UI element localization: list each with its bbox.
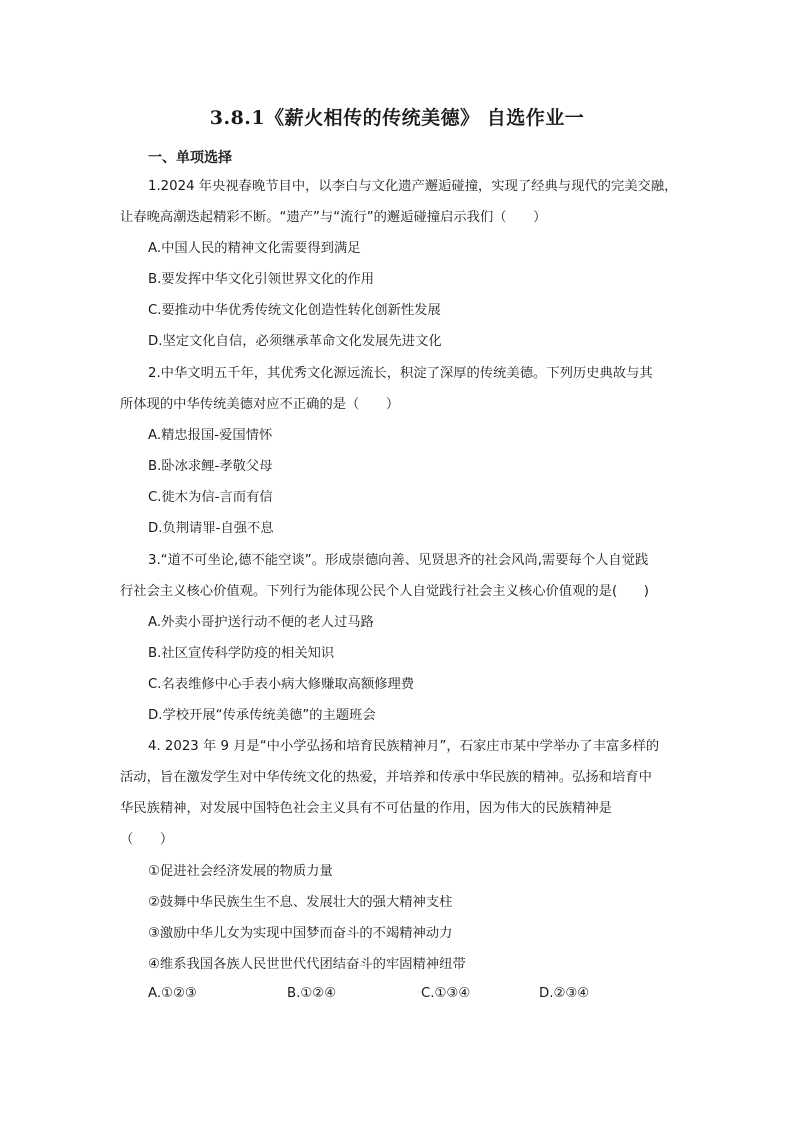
q4-choices bbox=[0, 986, 794, 1006]
q4-choice-a: A.①②③ bbox=[148, 986, 197, 1001]
q3-option-c: C.名表维修中心手表小病大修赚取高额修理费 bbox=[148, 677, 415, 692]
q3-option-d: D.学校开展“传承传统美德”的主题班会 bbox=[148, 708, 376, 723]
q4-statement-1: ①促进社会经济发展的物质力量 bbox=[148, 864, 333, 879]
q2-option-b: B.卧冰求鲤-孝敬父母 bbox=[148, 459, 273, 474]
q1-option-b: B.要发挥中华文化引领世界文化的作用 bbox=[148, 272, 375, 287]
q1-option-a: A.中国人民的精神文化需要得到满足 bbox=[148, 241, 361, 256]
q1-stem-line1: 1.2024 年央视春晚节目中，以李白与文化遗产邂逅碰撞，实现了经典与现代的完美交融， bbox=[148, 179, 678, 194]
q2-stem-line1: 2.中华文明五千年，其优秀文化源远流长，积淀了深厚的传统美德。下列历史典故与其 bbox=[148, 366, 653, 381]
q4-stem-line4: （ ） bbox=[120, 832, 174, 847]
q2-option-d: D.负荆请罪-自强不息 bbox=[148, 521, 274, 536]
q3-option-a: A.外卖小哥护送行动不便的老人过马路 bbox=[148, 615, 374, 630]
q4-stem-line3: 华民族精神，对发展中国特色社会主义具有不可估量的作用，因为伟大的民族精神是 bbox=[120, 801, 612, 816]
q4-choice-d: D.②③④ bbox=[539, 986, 590, 1001]
q3-stem-line1: 3.“道不可坐论,德不能空谈”。形成崇德向善、见贤思齐的社会风尚,需要每个人自觉践 bbox=[148, 553, 649, 568]
q4-stem-line2: 活动，旨在激发学生对中华传统文化的热爱，并培养和传承中华民族的精神。弘扬和培育中 bbox=[120, 770, 652, 785]
q4-choice-c: C.①③④ bbox=[421, 986, 471, 1001]
q3-stem-line2: 行社会主义核心价值观。下列行为能体现公民个人自觉践行社会主义核心价值观的是( ) bbox=[120, 584, 649, 599]
q3-option-b: B.社区宣传科学防疫的相关知识 bbox=[148, 646, 335, 661]
q2-option-c: C.徙木为信-言而有信 bbox=[148, 490, 273, 505]
q4-choice-b: B.①②④ bbox=[287, 986, 337, 1001]
q4-statement-4: ④维系我国各族人民世世代代团结奋斗的牢固精神纽带 bbox=[148, 957, 466, 972]
q4-statement-3: ③激励中华儿女为实现中国梦而奋斗的不竭精神动力 bbox=[148, 926, 453, 941]
page-title: 3.8.1《薪火相传的传统美德》 自选作业一 bbox=[209, 107, 585, 129]
q2-option-a: A.精忠报国-爱国情怀 bbox=[148, 428, 273, 443]
q1-stem-line2: 让春晚高潮迭起精彩不断。“遗产”与“流行”的邂逅碰撞启示我们（ ） bbox=[120, 210, 547, 225]
q4-statement-2: ②鼓舞中华民族生生不息、发展壮大的强大精神支柱 bbox=[148, 895, 453, 910]
q1-option-d: D.坚定文化自信，必须继承革命文化发展先进文化 bbox=[148, 334, 442, 349]
q1-option-c: C.要推动中华优秀传统文化创造性转化创新性发展 bbox=[148, 303, 441, 318]
q2-stem-line2: 所体现的中华传统美德对应不正确的是（ ） bbox=[120, 397, 400, 412]
q4-stem-line1: 4. 2023 年 9 月是“中小学弘扬和培育民族精神月”，石家庄市某中学举办了丰富多样的 bbox=[148, 739, 660, 754]
section-heading: 一、单项选择 bbox=[148, 150, 232, 166]
